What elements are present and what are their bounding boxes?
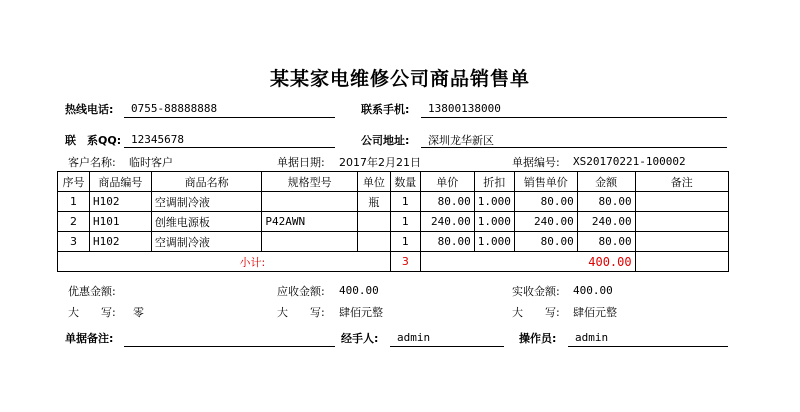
cell-discount: 1.000 bbox=[474, 212, 514, 232]
customer-value: 临时客户 bbox=[129, 156, 173, 169]
cell-price: 80.00 bbox=[420, 232, 474, 252]
qq-value: 12345678 bbox=[131, 133, 184, 146]
hotline-underline bbox=[124, 117, 335, 118]
subtotal-amount: 400.00 bbox=[420, 252, 635, 272]
mobile-value: 13800138000 bbox=[428, 102, 501, 115]
cell-code: H101 bbox=[89, 212, 151, 232]
cell-index: 1 bbox=[58, 192, 90, 212]
caps-value-2: 肆佰元整 bbox=[339, 306, 383, 319]
remark-underline bbox=[124, 346, 335, 347]
received-label: 实收金额: bbox=[512, 285, 560, 298]
col-header: 商品名称 bbox=[151, 172, 262, 192]
col-header: 销售单价 bbox=[514, 172, 577, 192]
cell-amount: 240.00 bbox=[577, 212, 635, 232]
caps-label-1: 大 写: bbox=[68, 306, 116, 319]
col-header: 商品编号 bbox=[89, 172, 151, 192]
cell-name: 创维电源板 bbox=[151, 212, 262, 232]
col-header: 序号 bbox=[58, 172, 90, 192]
mobile-label: 联系手机: bbox=[361, 103, 410, 116]
col-header: 单位 bbox=[357, 172, 390, 192]
caps-label-3: 大 写: bbox=[512, 306, 560, 319]
caps-label-2: 大 写: bbox=[277, 306, 325, 319]
cell-remark bbox=[635, 232, 728, 252]
receivable-value: 400.00 bbox=[339, 284, 379, 297]
table-header-row bbox=[58, 172, 729, 192]
subtotal-label: 小计: bbox=[58, 252, 391, 272]
date-label: 单据日期: bbox=[277, 156, 325, 169]
table-row bbox=[58, 212, 729, 232]
caps-value-3: 肆佰元整 bbox=[573, 306, 617, 319]
subtotal-row bbox=[58, 252, 729, 272]
cell-amount: 80.00 bbox=[577, 192, 635, 212]
qq-underline bbox=[124, 147, 335, 148]
cell-spec: P42AWN bbox=[262, 212, 358, 232]
col-header: 折扣 bbox=[474, 172, 514, 192]
cell-spec bbox=[262, 192, 358, 212]
col-header: 金额 bbox=[577, 172, 635, 192]
cell-price: 80.00 bbox=[420, 192, 474, 212]
operator-value: admin bbox=[575, 331, 609, 344]
mobile-underline bbox=[421, 117, 727, 118]
table-row bbox=[58, 192, 729, 212]
caps-value-1: 零 bbox=[133, 306, 144, 319]
qq-label: 联 系QQ: bbox=[65, 134, 122, 147]
cell-index: 3 bbox=[58, 232, 90, 252]
cell-sale-price: 240.00 bbox=[514, 212, 577, 232]
cell-qty: 1 bbox=[390, 192, 420, 212]
address-underline bbox=[421, 147, 727, 148]
hotline-label: 热线电话: bbox=[65, 103, 114, 116]
cell-sale-price: 80.00 bbox=[514, 232, 577, 252]
doc-no-value: XS20170221-100002 bbox=[573, 155, 686, 168]
cell-sale-price: 80.00 bbox=[514, 192, 577, 212]
col-header: 规格型号 bbox=[262, 172, 358, 192]
table-row bbox=[58, 232, 729, 252]
handler-underline bbox=[390, 346, 504, 347]
cell-discount: 1.000 bbox=[474, 232, 514, 252]
cell-code: H102 bbox=[89, 232, 151, 252]
date-value: 2017年2月21日 bbox=[339, 156, 421, 169]
received-value: 400.00 bbox=[573, 284, 613, 297]
doc-no-label: 单据编号: bbox=[512, 156, 560, 169]
cell-unit bbox=[357, 232, 390, 252]
operator-label: 操作员: bbox=[519, 332, 557, 345]
cell-unit bbox=[357, 212, 390, 232]
cell-name: 空调制冷液 bbox=[151, 232, 262, 252]
handler-value: admin bbox=[397, 331, 431, 344]
document-title: 某某家电维修公司商品销售单 bbox=[269, 68, 530, 90]
cell-discount: 1.000 bbox=[474, 192, 514, 212]
cell-qty: 1 bbox=[390, 212, 420, 232]
cell-spec bbox=[262, 232, 358, 252]
cell-price: 240.00 bbox=[420, 212, 474, 232]
subtotal-remark bbox=[635, 252, 728, 272]
customer-label: 客户名称: bbox=[68, 156, 116, 169]
cell-amount: 80.00 bbox=[577, 232, 635, 252]
address-label: 公司地址: bbox=[361, 134, 410, 147]
items-table bbox=[57, 171, 729, 272]
col-header: 数量 bbox=[390, 172, 420, 192]
hotline-value: 0755-88888888 bbox=[131, 102, 218, 115]
cell-unit: 瓶 bbox=[357, 192, 390, 212]
remark-label: 单据备注: bbox=[65, 332, 114, 345]
address-value: 深圳龙华新区 bbox=[428, 134, 494, 147]
col-header: 单价 bbox=[420, 172, 474, 192]
cell-code: H102 bbox=[89, 192, 151, 212]
handler-label: 经手人: bbox=[341, 332, 379, 345]
col-header: 备注 bbox=[635, 172, 728, 192]
cell-index: 2 bbox=[58, 212, 90, 232]
cell-name: 空调制冷液 bbox=[151, 192, 262, 212]
subtotal-qty: 3 bbox=[390, 252, 420, 272]
discount-label: 优惠金额: bbox=[68, 285, 116, 298]
operator-underline bbox=[568, 346, 728, 347]
receivable-label: 应收金额: bbox=[277, 285, 325, 298]
cell-remark bbox=[635, 192, 728, 212]
cell-remark bbox=[635, 212, 728, 232]
cell-qty: 1 bbox=[390, 232, 420, 252]
